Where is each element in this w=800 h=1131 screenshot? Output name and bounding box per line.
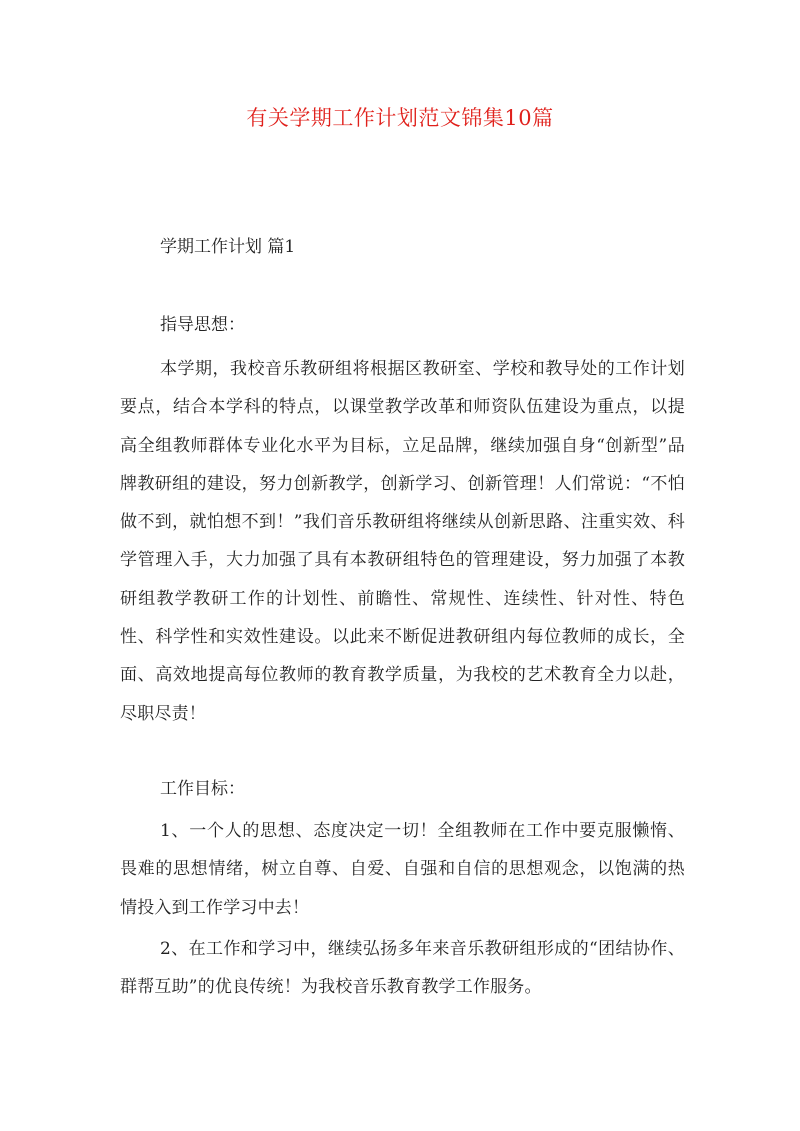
document-title: 有关学期工作计划范文锦集10篇 (246, 106, 554, 130)
guiding-ideas-label: 指导思想： (160, 315, 245, 335)
section-heading: 学期工作计划 篇1 (160, 237, 296, 257)
work-goals-label: 工作目标： (160, 779, 245, 799)
goal-item-1: 1、一个人的思想、态度决定一切！全组教师在工作中要克服懒惰、畏难的思想情绪，树立自尊、自爱、自强和自信的思想观念，以饱满的热情投入到工作学习中去！ (120, 821, 685, 918)
guiding-ideas-paragraph: 本学期，我校音乐教研组将根据区教研室、学校和教导处的工作计划要点，结合本学科的特点，以课堂教学改革和师资队伍建设为重点，以提高全组教师群体专业化水平为目标，立足品牌，继续加强自身“创新型”品牌教研组的建设，努力创新教学，创新学习、创新管理！人们常说：“不怕做不到，就怕想不到！”我们音乐教研组将继续从创新思路、注重实效、科学管理入手，大力加强了具有本教研组特色的管理建设，努力加强了本教研组教学教研工作的计划性、前瞻性、常规性、连续性、针对性、特色性、科学性和实效性建设。以此来不断促进教研组内每位教师的成长，全面、高效地提高每位教师的教育教学质量，为我校的艺术教育全力以赴，尽职尽责！ (120, 359, 685, 724)
goal-item-2: 2、在工作和学习中，继续弘扬多年来音乐教研组形成的“团结协作、群帮互助”的优良传统！为我校音乐教育教学工作服务。 (120, 939, 685, 998)
